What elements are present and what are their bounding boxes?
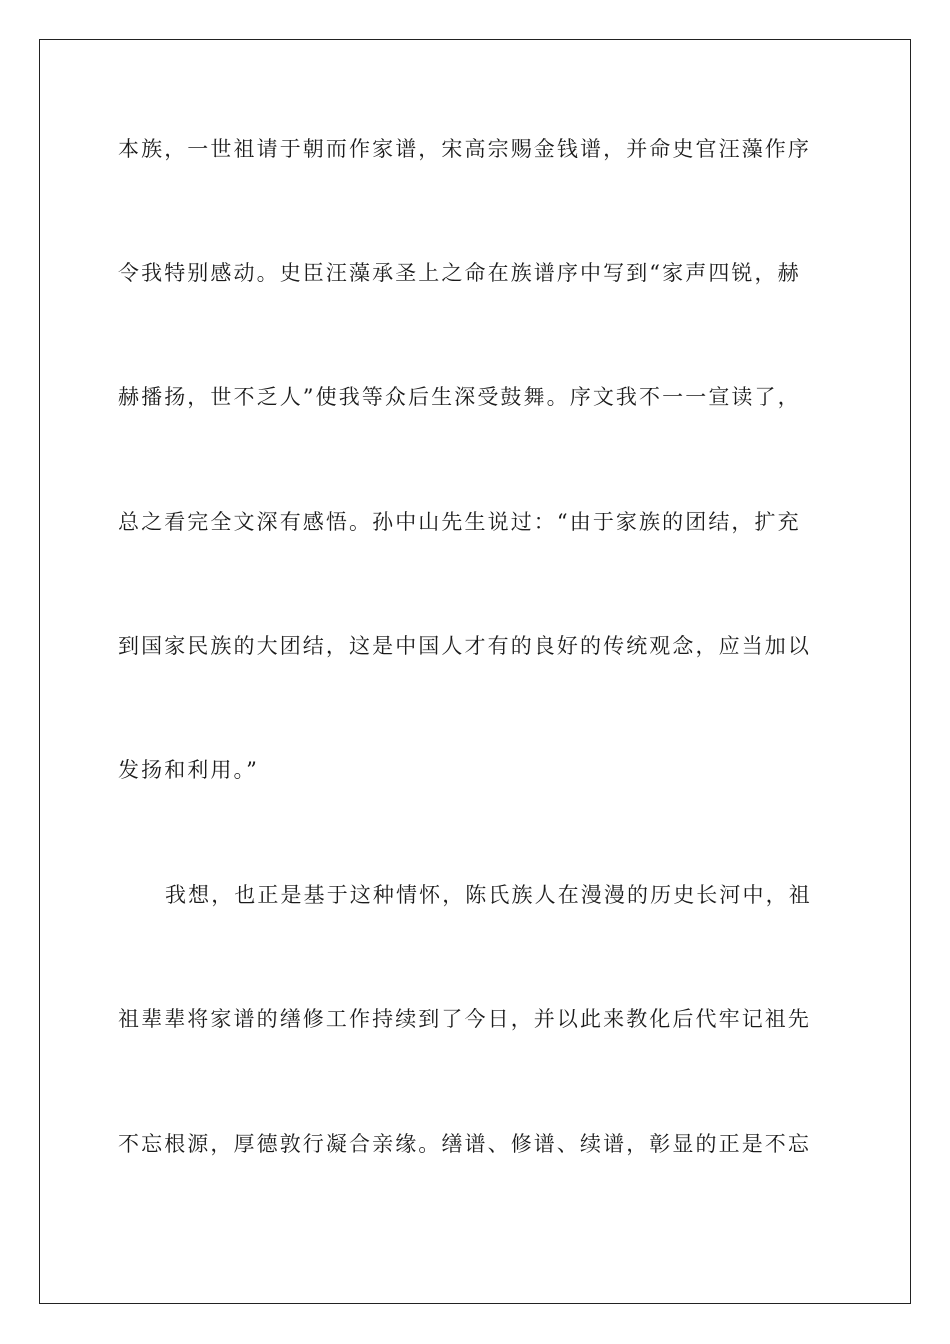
text-line: 祖辈辈将家谱的缮修工作持续到了今日，并以此来教化后代牢记祖先 [118, 1007, 811, 1031]
page-border [39, 39, 911, 1304]
paragraph-first-line: 我想，也正是基于这种情怀，陈氏族人在漫漫的历史长河中，祖 [165, 883, 812, 907]
text-line: 赫播扬，世不乏人”使我等众后生深受鼓舞。序文我不一一宣读了， [118, 385, 801, 409]
text-line: 令我特别感动。史臣汪藻承圣上之命在族谱序中写到“家声四锐，赫 [118, 261, 801, 285]
text-line: 不忘根源，厚德敦行凝合亲缘。缮谱、修谱、续谱，彰显的正是不忘 [118, 1132, 811, 1156]
text-line: 发扬和利用。” [118, 758, 259, 782]
text-line: 本族，一世祖请于朝而作家谱，宋高宗赐金钱谱，并命史官汪藻作序 [118, 137, 811, 161]
text-line: 总之看完全文深有感悟。孙中山先生说过：“由于家族的团结，扩充 [118, 510, 801, 534]
text-line: 到国家民族的大团结，这是中国人才有的良好的传统观念，应当加以 [118, 634, 811, 658]
